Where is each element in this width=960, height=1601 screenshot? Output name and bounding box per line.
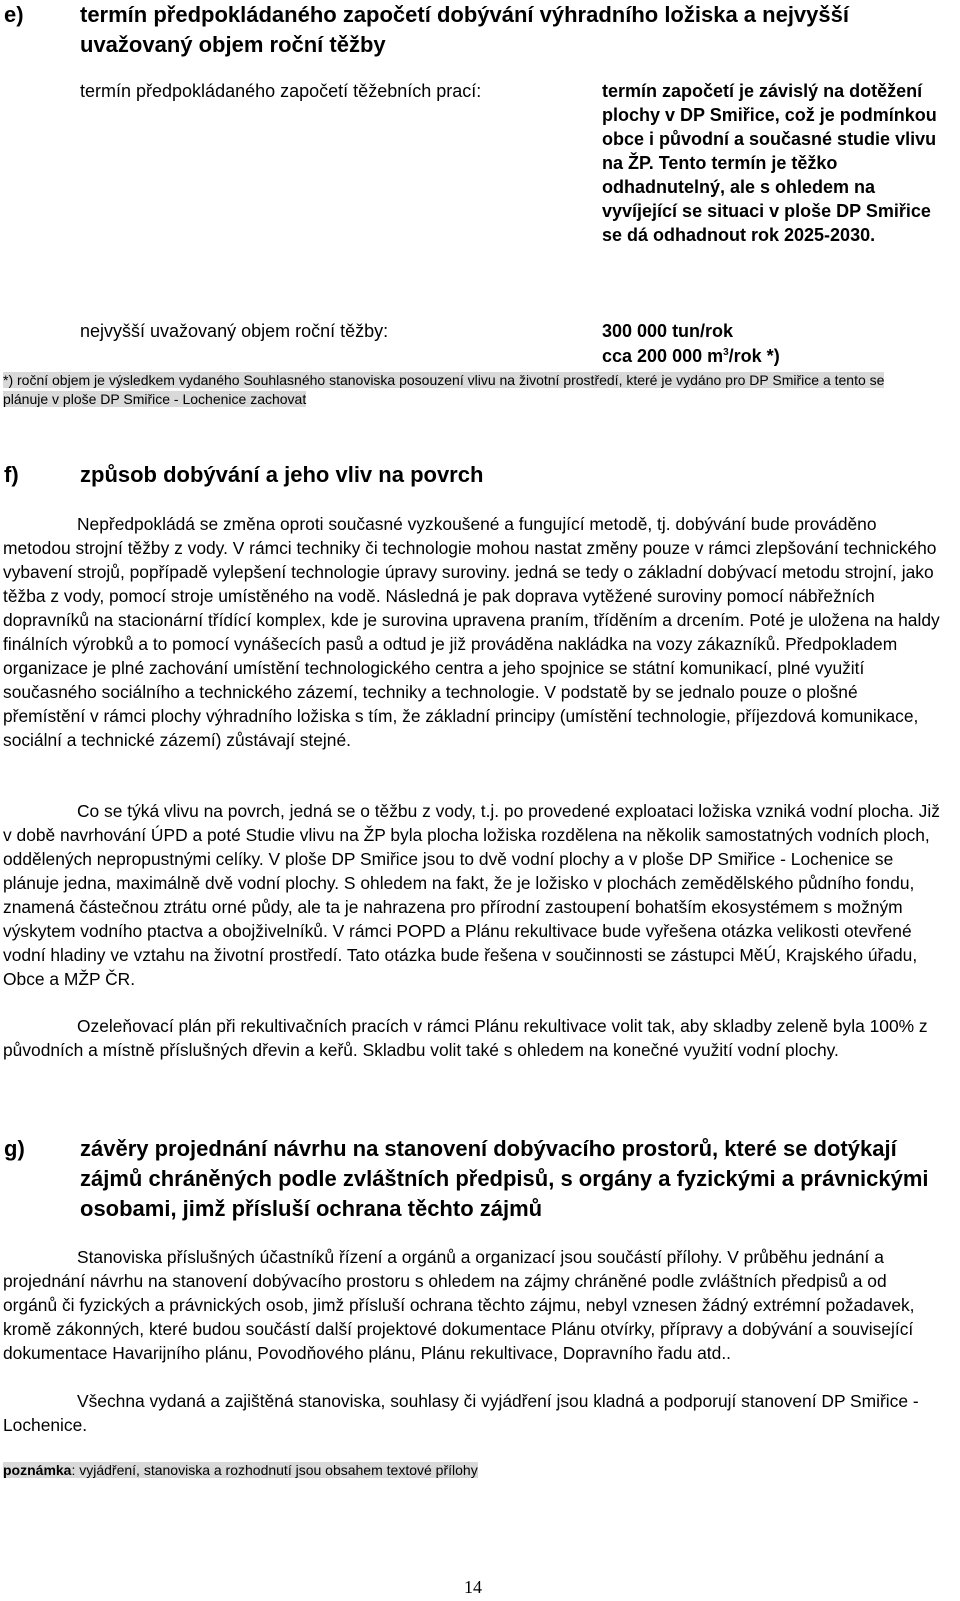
section-e-title: termín předpokládaného započetí dobývání výhradního ložiska a nejvyšší uvažovaný objem roční těžby	[80, 2, 849, 57]
section-f-heading	[0, 460, 960, 490]
annual-volume-m3-pre: cca 200 000 m	[602, 346, 724, 366]
annual-volume-m3	[602, 344, 780, 368]
attachment-note-label: poznámka	[3, 1462, 72, 1478]
section-f-paragraph-1-text: Nepředpokládá se změna oproti současné vyzkoušené a fungující metodě, tj. dobývání bude prováděno metodou strojní těžby z vody. V rámci techniky či technologie mohou nastat změny pouze v rámci zlepšování technického vybavení strojů, popřípadě vylepšení technologie úpravy suroviny. jedná se tedy o základní dobývací metodu strojní, jako těžba z vody, pomocí stroje umístěného na vodě. Následná je pak doprava vytěžené suroviny pomocí nábřežních dopravníků na stacionární třídící komplex, kde je surovina upravena praním, tříděním a drcením. Poté je uložena na haldy finálních výrobků a to pomocí vynášecích pasů a odtud je již prováděna nakládka na vozy zákazníků. Předpokladem organizace je plné zachování umístění technologického centra a jeho spojnice se státní komunikací, plné využití současného sociálního a technického zázemí, techniky a technologie. V podstatě by se jednalo pouze o plošné přemístění v rámci plochy výhradního ložiska s tím, že základní principy (umístění technologie, příjezdová komunikace, sociální a technické zázemí) zůstávají stejné.	[3, 514, 940, 750]
section-f-paragraph-1	[3, 512, 941, 752]
section-e-letter: e)	[4, 2, 24, 27]
attachment-note-text: : vyjádření, stanoviska a rozhodnutí jsou obsahem textové přílohy	[71, 1462, 478, 1478]
page-number: 14	[464, 1577, 482, 1597]
section-g-heading	[0, 1134, 960, 1226]
section-f-letter: f)	[4, 462, 19, 487]
section-g-paragraph-1-text: Stanoviska příslušných účastníků řízení a orgánů a organizací jsou součástí přílohy. V průběhu jednání a projednání návrhu na stanovení dobývacího prostoru s ohledem na zájmy chráněné podle zvláštních předpisů a od orgánů či fyzických a právnických osob, jimž přísluší ochrana těchto zájmu, nebyl vznesen žádný extrémní požadavek, kromě zákonných, které budou součástí další projektové dokumentace Plánu otvírky, přípravy a dobývání a související dokumentace Havarijního plánu, Povodňového plánu, Plánu rekultivace, Dopravního řadu atd..	[3, 1247, 915, 1363]
section-e-heading	[0, 0, 960, 60]
annual-volume-tons: 300 000 tun/rok	[602, 321, 734, 341]
start-date-value: termín započetí je závislý na dotěžení plochy v DP Smiřice, což je podmínkou obce i původní a současné studie vlivu na ŽP. Tento termín je těžko odhadnutelný, ale s ohledem na vyvíjející se situaci v ploše DP Smiřice se dá odhadnout rok 2025-2030.	[602, 81, 937, 245]
section-f-paragraph-3	[3, 1014, 941, 1062]
section-f-paragraph-2	[3, 799, 941, 991]
section-f-title: způsob dobývání a jeho vliv na povrch	[80, 462, 484, 487]
section-g-paragraph-2	[3, 1389, 941, 1437]
section-g-title: závěry projednání návrhu na stanovení dobývacího prostorů, které se dotýkají zájmů chráněných podle zvláštních předpisů, s orgány a fyzickými a právnickými osobami, jimž přísluší ochrana těchto zájmů	[80, 1136, 929, 1221]
attachment-note	[3, 1460, 478, 1480]
volume-footnote	[3, 371, 923, 409]
section-g-paragraph-1	[3, 1245, 941, 1365]
start-date-label: termín předpokládaného započetí těžebních prací:	[80, 81, 482, 101]
annual-volume-m3-sup: 3	[723, 347, 729, 358]
section-f-paragraph-3-text: Ozeleňovací plán při rekultivačních pracích v rámci Plánu rekultivace volit tak, aby skladby zeleně byla 100% z původních a místně příslušných dřevin a keřů. Skladbu volit také s ohledem na konečné využití vodní plochy.	[3, 1016, 928, 1060]
section-f-paragraph-2-text: Co se týká vlivu na povrch, jedná se o těžbu z vody, t.j. po provedené exploataci ložiska vzniká vodní plocha. Již v době navrhování ÚPD a poté Studie vlivu na ŽP byla plocha ložiska rozdělena na několik samostatných vodních ploch, oddělených nepropustnými celíky. V ploše DP Smiřice jsou to dvě vodní plochy a v ploše DP Smiřice - Lochenice se plánuje jedna, maximálně dvě vodní plochy. S ohledem na fakt, že je ložisko v plochách zemědělského půdního fondu, znamená částečnou ztrátu orné půdy, ale ta je nahrazena pro přírodní zastoupení bohatším ekosystémem s možným výskytem vodního ptactva a obojživelníků. V rámci POPD a Plánu rekultivace bude vyřešena otázka velikosti otevřené vodní hladiny ve vztahu na životní prostředí. Tato otázka bude řešena v součinnosti se zástupci MěÚ, Krajského úřadu, Obce a MŽP ČR.	[3, 801, 940, 989]
section-g-paragraph-2-text: Všechna vydaná a zajištěná stanoviska, souhlasy či vyjádření jsou kladná a podporují stanovení DP Smiřice - Lochenice.	[3, 1391, 919, 1435]
volume-footnote-text: *) roční objem je výsledkem vydaného Souhlasného stanoviska posouzení vlivu na životní prostředí, které je vydáno pro DP Smiřice a tento se plánuje v ploše DP Smiřice - Lochenice zachovat	[3, 372, 885, 407]
section-g-letter: g)	[4, 1136, 25, 1161]
annual-volume-label: nejvyšší uvažovaný objem roční těžby:	[80, 321, 389, 341]
annual-volume-m3-post: /rok *)	[728, 346, 780, 366]
